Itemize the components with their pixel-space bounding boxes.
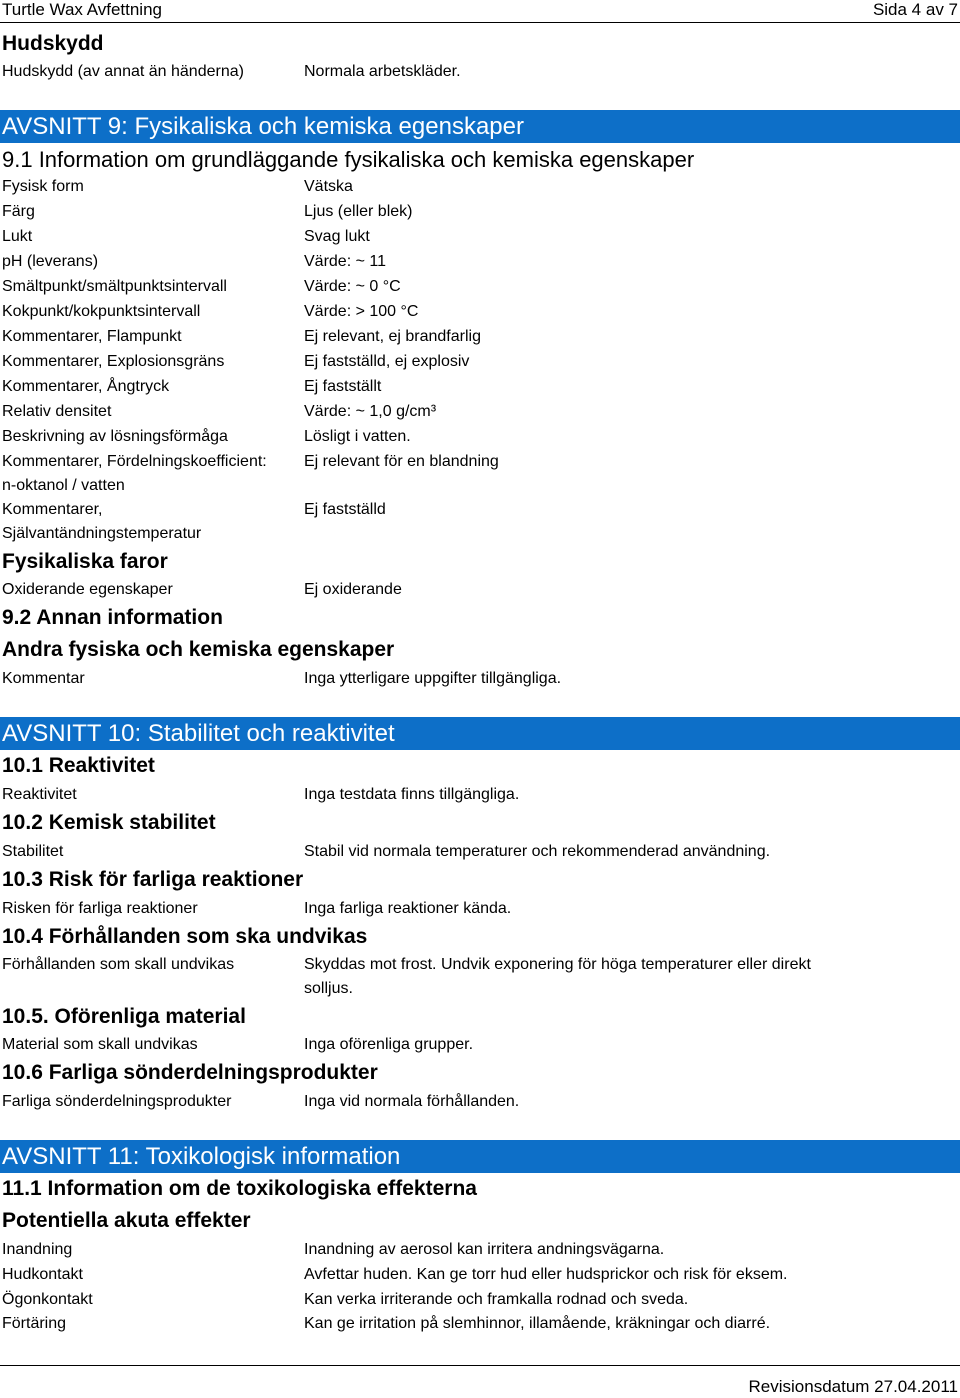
property-label-cont: Självantändningstemperatur <box>2 525 202 542</box>
property-label: Inandning <box>2 1241 73 1258</box>
section-11-1-heading: 11.1 Information om de toxikologiska effekterna <box>2 1177 477 1200</box>
property-value: Inga testdata finns tillgängliga. <box>304 786 520 803</box>
property-value: Stabil vid normala temperaturer och rekommenderad användning. <box>304 843 771 860</box>
property-label: Lukt <box>2 228 33 245</box>
document-title: Turtle Wax Avfettning <box>2 0 162 19</box>
property-value: Ej fastställd <box>304 501 386 518</box>
property-value: Värde: > 100 °C <box>304 303 419 320</box>
property-value: Ej relevant, ej brandfarlig <box>304 328 481 345</box>
property-value: Ej oxiderande <box>304 581 402 598</box>
property-value: Svag lukt <box>304 228 370 245</box>
property-label: pH (leverans) <box>2 253 99 270</box>
subsection-heading: 10.6 Farliga sönderdelningsprodukter <box>2 1061 378 1084</box>
hudskydd-heading: Hudskydd <box>2 32 104 55</box>
property-value: Inga vid normala förhållanden. <box>304 1093 520 1110</box>
property-label-cont: n-oktanol / vatten <box>2 477 125 494</box>
property-label: Förtäring <box>2 1315 67 1332</box>
andra-egenskaper-heading: Andra fysiska och kemiska egenskaper <box>2 638 395 661</box>
property-label: Kommentarer, Fördelningskoefficient: <box>2 453 267 470</box>
hudskydd-value: Normala arbetskläder. <box>304 63 461 80</box>
property-value: Ej fastställd, ej explosiv <box>304 353 470 370</box>
footer-divider <box>0 1365 960 1366</box>
property-label: Kommentarer, Ångtryck <box>2 378 170 395</box>
property-label: Reaktivitet <box>2 786 77 803</box>
property-label: Kommentar <box>2 670 85 687</box>
property-label: Kommentarer, Explosionsgräns <box>2 353 225 370</box>
property-label: Farliga sönderdelningsprodukter <box>2 1093 232 1110</box>
property-value: Inga farliga reaktioner kända. <box>304 900 512 917</box>
fysikaliska-faror-heading: Fysikaliska faror <box>2 550 168 573</box>
property-value: Värde: ~ 1,0 g/cm³ <box>304 403 437 420</box>
property-value: Värde: ~ 0 °C <box>304 278 401 295</box>
revision-date: Revisionsdatum 27.04.2011 <box>748 1377 958 1396</box>
section-11-title: AVSNITT 11: Toxikologisk information <box>0 1140 960 1173</box>
header-divider <box>0 22 960 23</box>
property-label: Ögonkontakt <box>2 1291 93 1308</box>
hudskydd-label: Hudskydd (av annat än händerna) <box>2 63 244 80</box>
property-label: Stabilitet <box>2 843 64 860</box>
subsection-heading: 10.3 Risk för farliga reaktioner <box>2 868 304 891</box>
property-value: Avfettar huden. Kan ge torr hud eller hudsprickor och risk för eksem. <box>304 1266 788 1283</box>
property-label: Kommentarer, <box>2 501 103 518</box>
property-label: Beskrivning av lösningsförmåga <box>2 428 228 445</box>
property-label: Kommentarer, Flampunkt <box>2 328 182 345</box>
page-number: Sida 4 av 7 <box>872 0 958 19</box>
subsection-heading: 10.5. Oförenliga material <box>2 1005 246 1028</box>
property-label: Fysisk form <box>2 178 84 195</box>
section-9-1-heading: 9.1 Information om grundläggande fysikaliska och kemiska egenskaper <box>2 147 695 172</box>
property-value: Inga oförenliga grupper. <box>304 1036 474 1053</box>
property-value: Ej relevant för en blandning <box>304 453 499 470</box>
property-value: Inga ytterligare uppgifter tillgängliga. <box>304 670 562 687</box>
property-value: Ljus (eller blek) <box>304 203 413 220</box>
subsection-heading: 10.4 Förhållanden som ska undvikas <box>2 925 368 948</box>
section-9-title: AVSNITT 9: Fysikaliska och kemiska egenskaper <box>0 110 960 143</box>
property-label: Oxiderande egenskaper <box>2 581 173 598</box>
property-label: Relativ densitet <box>2 403 112 420</box>
property-value: Kan verka irriterande och framkalla rodnad och sveda. <box>304 1291 689 1308</box>
property-label: Färg <box>2 203 35 220</box>
property-label: Förhållanden som skall undvikas <box>2 956 235 973</box>
section-10-title: AVSNITT 10: Stabilitet och reaktivitet <box>0 717 960 750</box>
property-value-cont: solljus. <box>304 980 353 997</box>
property-value: Värde: ~ 11 <box>304 253 386 270</box>
property-label: Kokpunkt/kokpunktsintervall <box>2 303 201 320</box>
section-9-2-heading: 9.2 Annan information <box>2 606 223 629</box>
property-label: Smältpunkt/smältpunktsintervall <box>2 278 227 295</box>
property-value: Inandning av aerosol kan irritera andningsvägarna. <box>304 1241 665 1258</box>
property-label: Risken för farliga reaktioner <box>2 900 198 917</box>
akuta-effekter-heading: Potentiella akuta effekter <box>2 1209 251 1232</box>
property-value: Ej fastställt <box>304 378 382 395</box>
property-value: Vätska <box>304 178 353 195</box>
property-label: Material som skall undvikas <box>2 1036 198 1053</box>
subsection-heading: 10.1 Reaktivitet <box>2 754 155 777</box>
property-value: Kan ge irritation på slemhinnor, illamående, kräkningar och diarré. <box>304 1315 771 1332</box>
property-value: Skyddas mot frost. Undvik exponering för höga temperaturer eller direkt <box>304 956 811 973</box>
property-value: Lösligt i vatten. <box>304 428 411 445</box>
subsection-heading: 10.2 Kemisk stabilitet <box>2 811 216 834</box>
property-label: Hudkontakt <box>2 1266 83 1283</box>
